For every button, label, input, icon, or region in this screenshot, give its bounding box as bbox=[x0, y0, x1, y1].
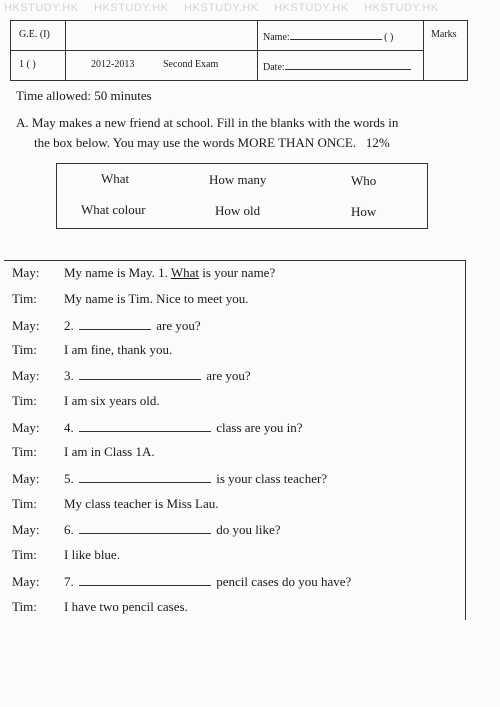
exam-name: Second Exam bbox=[163, 59, 219, 70]
marks-label: Marks bbox=[431, 29, 457, 40]
name-number-paren: ( ) bbox=[384, 32, 394, 43]
time-allowed: Time allowed: 50 minutes bbox=[16, 88, 152, 103]
word-box-item: How bbox=[351, 204, 377, 219]
answer-blank-5[interactable] bbox=[79, 470, 211, 483]
speaker: Tim: bbox=[12, 444, 37, 459]
answer-blank-4[interactable] bbox=[79, 419, 211, 432]
word-box-item: How many bbox=[209, 172, 267, 187]
name-field[interactable] bbox=[263, 29, 393, 43]
score-percent: 12% bbox=[365, 135, 390, 150]
word-box-item: How old bbox=[215, 203, 261, 218]
word-box-item: What bbox=[101, 171, 130, 186]
dialogue-line: May: 2. are you? bbox=[12, 318, 201, 333]
speaker: May: bbox=[12, 265, 40, 280]
date-field[interactable] bbox=[263, 59, 411, 73]
instruction-line-2: the box below. You may use the words MORE THAN ONCE. bbox=[34, 135, 357, 150]
dialogue-line: Tim: I like blue. bbox=[12, 547, 120, 562]
dialogue-line: Tim: I am in Class 1A. bbox=[12, 444, 155, 459]
speaker: Tim: bbox=[12, 342, 37, 357]
speaker: Tim: bbox=[12, 599, 37, 614]
header-table bbox=[10, 20, 468, 81]
example-answer: What bbox=[170, 265, 200, 280]
speaker: May: bbox=[12, 318, 40, 333]
dialogue-line: May: 3. are you? bbox=[12, 368, 251, 383]
dialogue-line: Tim: I have two pencil cases. bbox=[12, 599, 188, 614]
instruction-line-1: A. May makes a new friend at school. Fill in the blanks with the words in bbox=[16, 115, 399, 130]
dialogue-line: May: 7. pencil cases do you have? bbox=[12, 574, 352, 589]
speaker: Tim: bbox=[12, 496, 37, 511]
speaker: May: bbox=[12, 420, 40, 435]
speaker: May: bbox=[12, 471, 40, 486]
speaker: Tim: bbox=[12, 393, 37, 408]
answer-blank-3[interactable] bbox=[79, 367, 201, 380]
speaker: Tim: bbox=[12, 291, 37, 306]
class-number-field[interactable]: 1 ( ) bbox=[19, 59, 36, 70]
dialogue-line: Tim: My name is Tim. Nice to meet you. bbox=[12, 291, 249, 306]
word-box bbox=[56, 163, 428, 229]
date-label: Date: bbox=[263, 62, 285, 73]
answer-blank-7[interactable] bbox=[79, 573, 211, 586]
dialogue-line: May: My name is May. 1. What is your name? bbox=[12, 265, 276, 280]
dialogue-line: May: 4. class are you in? bbox=[12, 420, 303, 435]
speaker: May: bbox=[12, 368, 40, 383]
word-box-item: Who bbox=[351, 173, 377, 188]
dialogue-line: Tim: I am six years old. bbox=[12, 393, 160, 408]
instruction-line-2-wrap bbox=[16, 133, 456, 153]
speaker: Tim: bbox=[12, 547, 37, 562]
dialogue-frame bbox=[4, 260, 466, 620]
name-label: Name: bbox=[263, 32, 290, 43]
word-box-item: What colour bbox=[81, 202, 146, 217]
section-a-instructions bbox=[16, 113, 456, 153]
dialogue-line: Tim: My class teacher is Miss Lau. bbox=[12, 496, 219, 511]
answer-blank-6[interactable] bbox=[79, 521, 211, 534]
watermark: HKSTUDY.HK HKSTUDY.HK HKSTUDY.HK HKSTUDY.HK HKSTUDY.HK bbox=[4, 2, 439, 14]
class-label: G.E. (I) bbox=[19, 29, 50, 40]
dialogue-line: May: 5. is your class teacher? bbox=[12, 471, 328, 486]
speaker: May: bbox=[12, 574, 40, 589]
answer-blank-2[interactable] bbox=[79, 317, 151, 330]
dialogue-line: Tim: I am fine, thank you. bbox=[12, 342, 173, 357]
school-year: 2012-2013 bbox=[91, 59, 135, 70]
dialogue-line: May: 6. do you like? bbox=[12, 522, 281, 537]
speaker: May: bbox=[12, 522, 40, 537]
